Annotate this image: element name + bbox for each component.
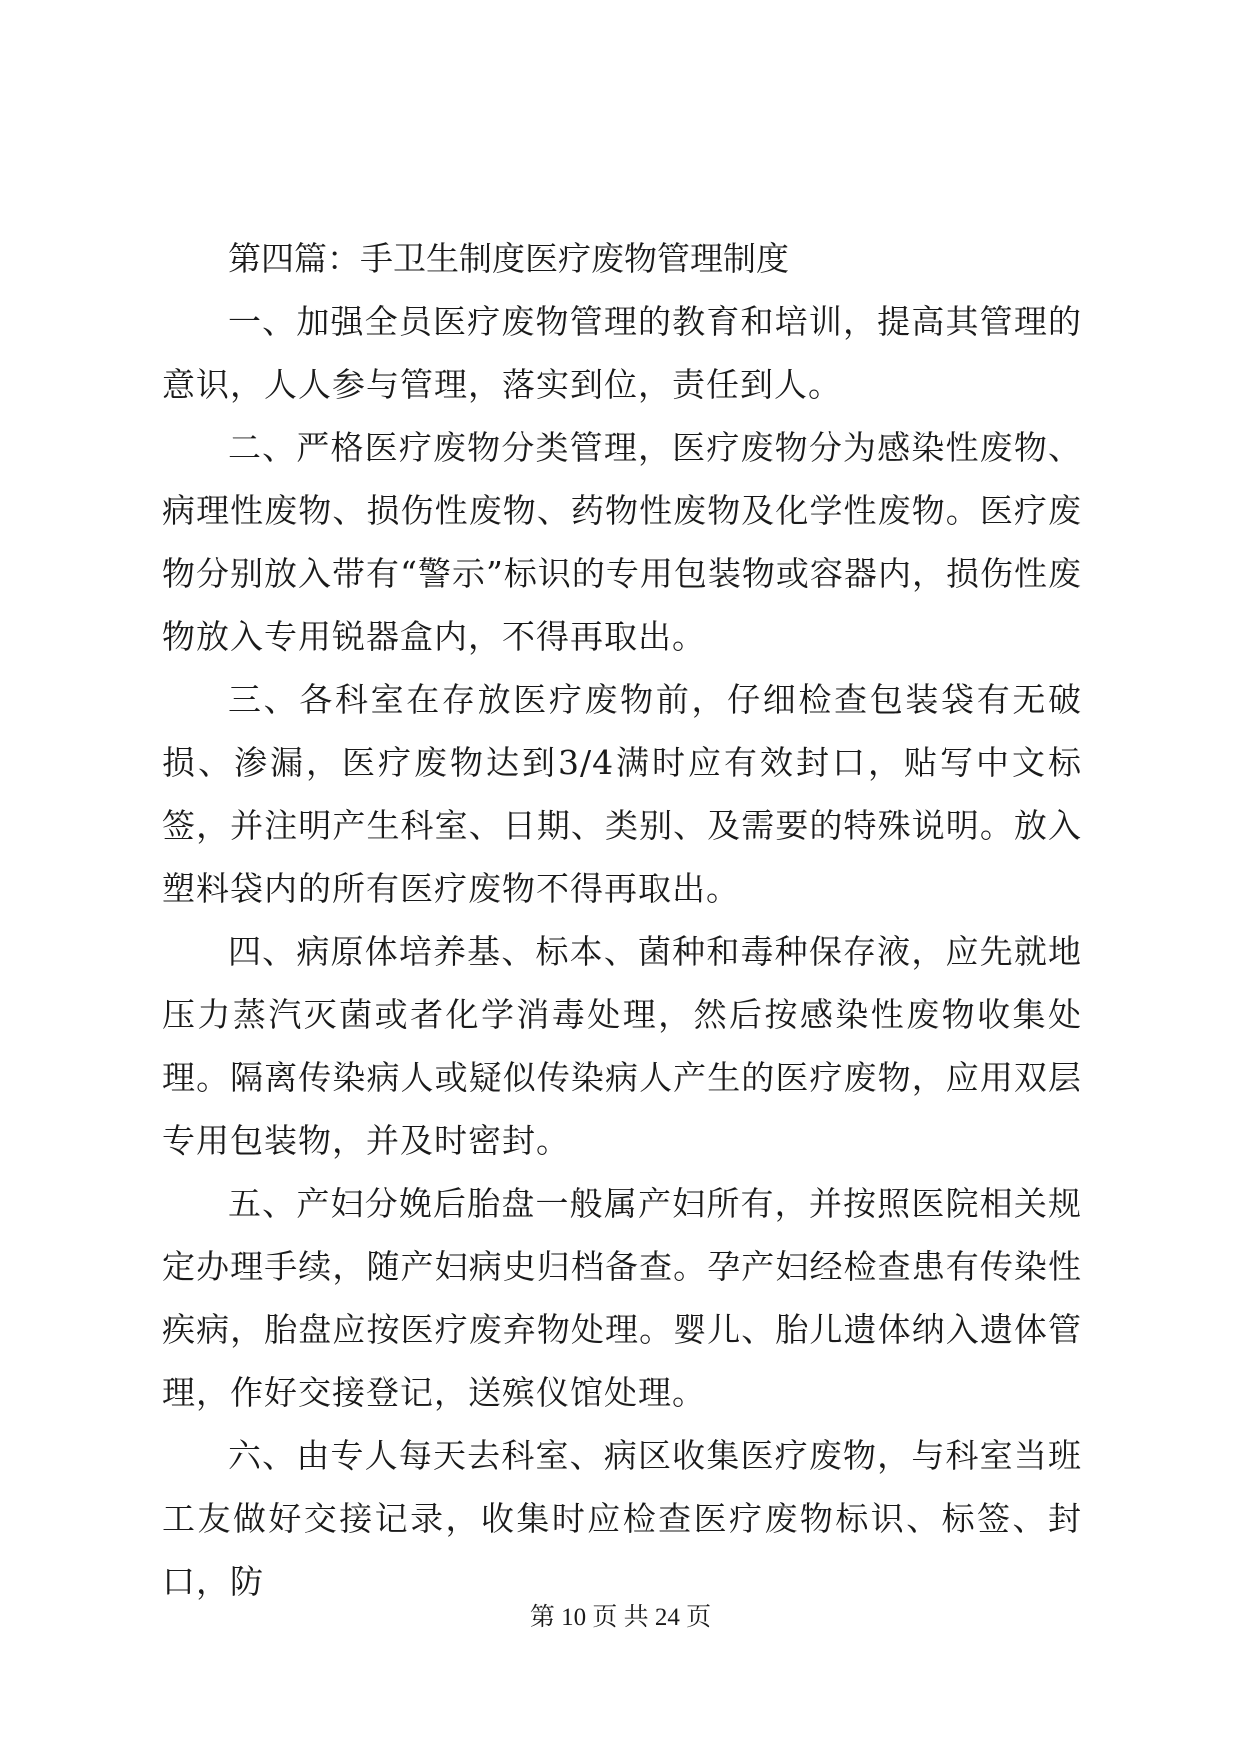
paragraph-2: 二、严格医疗废物分类管理，医疗废物分为感染性废物、病理性废物、损伤性废物、药物性废物及化学性废物。医疗废物分别放入带有“警示”标识的专用包装物或容器内，损伤性废物放入专用锐器盒内，不得再取出。 xyxy=(162,428,1082,656)
section-heading: 第四篇：手卫生制度医疗废物管理制度 xyxy=(228,239,789,278)
paragraph-3: 三、各科室在存放医疗废物前，仔细检查包装袋有无破损、渗漏，医疗废物达到3/4满时应有效封口，贴写中文标签，并注明产生科室、日期、类别、及需要的特殊说明。放入塑料袋内的所有医疗废物不得再取出。 xyxy=(162,680,1082,908)
paragraph-1: 一、加强全员医疗废物管理的教育和培训，提高其管理的意识，人人参与管理，落实到位，责任到人。 xyxy=(162,302,1082,404)
paragraph-6: 六、由专人每天去科室、病区收集医疗废物，与科室当班工友做好交接记录，收集时应检查医疗废物标识、标签、封口，防 xyxy=(162,1436,1082,1601)
paragraph-4: 四、病原体培养基、标本、菌种和毒种保存液，应先就地压力蒸汽灭菌或者化学消毒处理，然后按感染性废物收集处理。隔离传染病人或疑似传染病人产生的医疗废物，应用双层专用包装物，并及时密封。 xyxy=(162,932,1082,1160)
paragraph-5: 五、产妇分娩后胎盘一般属产妇所有，并按照医院相关规定办理手续，随产妇病史归档备查。孕产妇经检查患有传染性疾病，胎盘应按医疗废弃物处理。婴儿、胎儿遗体纳入遗体管理，作好交接登记，送殡仪馆处理。 xyxy=(162,1184,1082,1412)
document-body xyxy=(162,228,1082,1613)
page-number-footer: 第 10 页 共 24 页 xyxy=(529,1604,712,1631)
